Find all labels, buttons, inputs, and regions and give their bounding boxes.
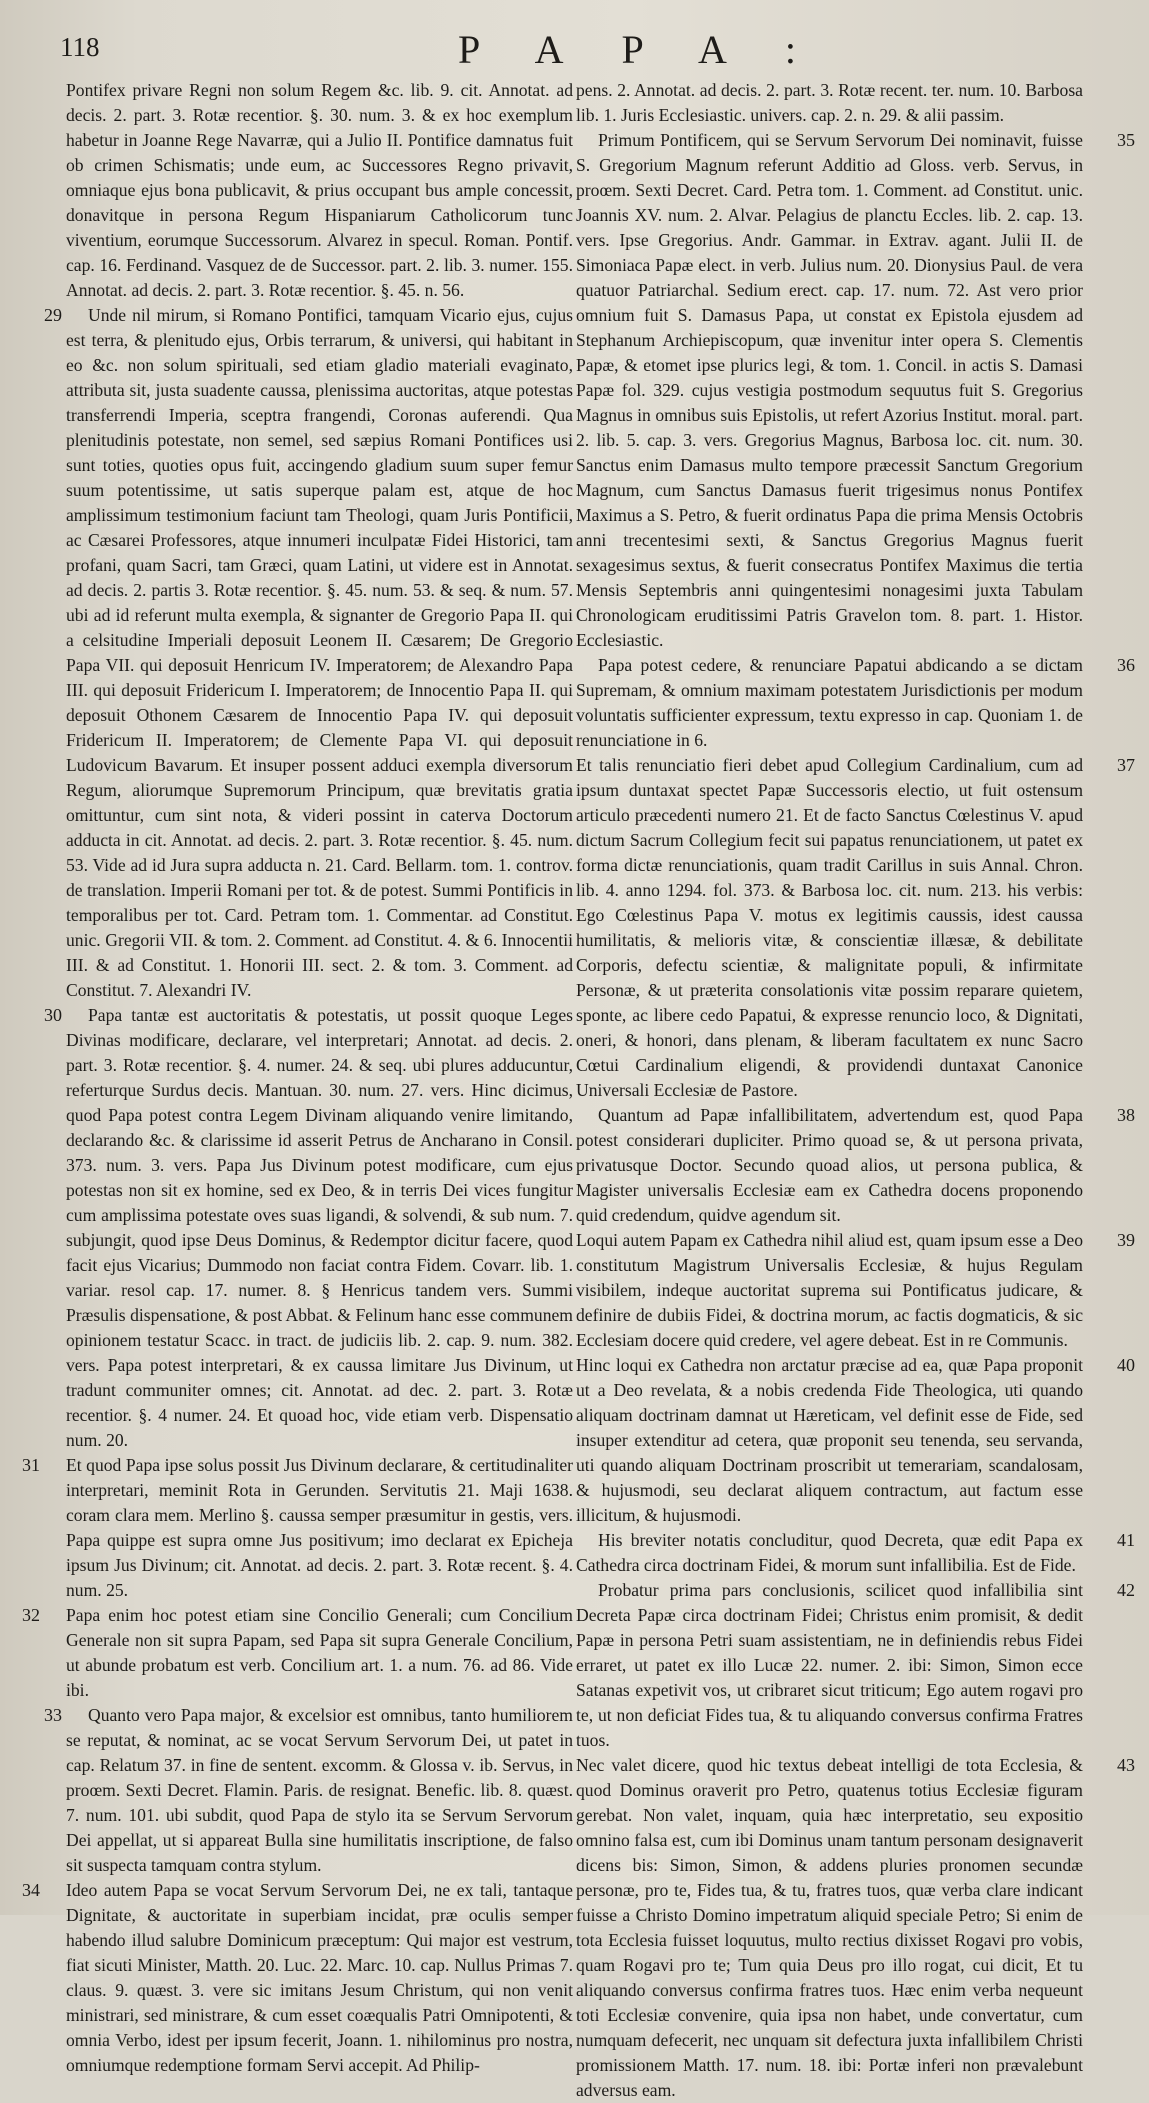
paragraph [576, 1103, 1135, 1228]
marginal-number: 36 [1117, 655, 1135, 675]
paragraph-text: Quanto vero Papa major, & excelsior est omnibus, tanto humiliorem se reputat, & nominat, ac se vocat Servum Servorum Dei, ut patet in cap. Relatum 37. in fine de sentent. excomm. & Glossa v. ib. Servus, in proœm. Sexti Decret. Flamin. Paris. de resignat. Benefic. lib. 8. quæst. 7. num. 101. ubi subdit, quod Papa de stylo ita se Servum Servorum Dei appellat, ut si appareat Bulla sine humilitatis inscriptione, de falso sit suspecta tamquam contra stylum. [66, 1705, 573, 1875]
paragraph [44, 1703, 573, 1878]
running-head [58, 22, 1101, 74]
paragraph-text: Unde nil mirum, si Romano Pontifici, tamquam Vicario ejus, cujus est terra, & plenitudo ejus, Orbis terrarum, & universi, qui habitant in eo &c. non solum spirituali, sed etiam gladio materiali evaginato, attributa sit, justa suadente caussa, plenissima auctoritas, atque potestas transferrendi Imperia, sceptra frangendi, Coronas auferendi. Qua plenitudinis potestate, non semel, sed sæpius Romani Pontifices usi sunt toties, quoties opus fuit, accingendo gladium suum super femur suum potentissime, ut satis superque palam est, atque de hoc amplissimum testimonium faciunt tam Theologi, quam Juris Pontificii, ac Cæsarei Professores, atque innumeri inculpatæ Fidei Historici, tam profani, quam Sacri, tam Græci, quam Latini, ut videre est in Annotat. ad decis. 2. partis 3. Rotæ recentior. §. 45. num. 53. & seq. & num. 57. ubi ad id referunt multa exempla, & signanter de Gregorio Papa II. qui a celsitudine Imperiali deposuit Leonem II. Cæsarem; De Gregorio Papa VII. qui deposuit Henricum IV. Imperatorem; de Alexandro Papa III. qui deposuit Fridericum I. Imperatorem; de Innocentio Papa II. qui deposuit Othonem Cæsarem de Innocentio Papa IV. qui deposuit Fridericum II. Imperatorem; de Clemente Papa VI. qui deposuit Ludovicum Bavarum. Et insuper possent adduci exempla diversorum Regum, aliorumque Supremorum Principum, quæ brevitatis gratia omittuntur, cum sint nota, & videri possint in caterva Doctorum adducta in cit. Annotat. ad decis. 2. part. 3. Rotæ recentior. §. 45. num. 53. Vide ad id Jura supra adducta n. 21. Card. Bellarm. tom. 1. controv. de translation. Imperii Romani per tot. & de potest. Summi Pontificis in temporalibus per tot. Card. Petram tom. 1. Commentar. ad Constitut. unic. Gregorii VII. & tom. 2. Comment. ad Constitut. 4. & 6. Innocentii III. & ad Constitut. 1. Honorii III. sect. 2. & tom. 3. Comment. ad Constitut. 7. Alexandri IV. [66, 305, 573, 1000]
paragraph [576, 753, 1135, 1103]
marginal-number: 41 [1117, 1530, 1135, 1550]
left-column [22, 78, 573, 2078]
paragraph-text: pens. 2. Annotat. ad decis. 2. part. 3. Rotæ recent. ter. num. 10. Barbosa lib. 1. Juris Ecclesiastic. univers. cap. 2. n. 29. & alii passim. [576, 80, 1083, 125]
paragraph [576, 1228, 1135, 1353]
paragraph-text: Et quod Papa ipse solus possit Jus Divinum declarare, & certitudinaliter interpretari, meminit Rota in Gerunden. Servitutis 21. Maji 1638. coram clara mem. Merlino §. caussa semper præsumitur in gestis, vers. Papa quippe est supra omne Jus positivum; imo declarat ex Epicheja ipsum Jus Divinum; cit. Annotat. ad decis. 2. part. 3. Rotæ recent. §. 4. num. 25. [66, 1455, 573, 1600]
paragraph [22, 1603, 573, 1703]
paragraph-text: Pontifex privare Regni non solum Regem &c. lib. 9. cit. Annotat. ad decis. 2. part. 3. Rotæ recentior. §. 30. num. 3. & ex hoc exemplum habetur in Joanne Rege Navarræ, qui a Julio II. Pontifice damnatus fuit ob crimen Schismatis; unde eum, ac Successores Regno privavit, omniaque ejus bona publicavit, & prius occupant bus ample concessit, donavitque in persona Regum Hispaniarum Catholicorum tunc viventium, eorumque Successorum. Alvarez in specul. Roman. Pontif. cap. 16. Ferdinand. Vasquez de de Successor. part. 2. lib. 3. numer. 155. Annotat. ad decis. 2. part. 3. Rotæ recentior. §. 45. n. 56. [66, 80, 573, 300]
paragraph-text: Et talis renunciatio fieri debet apud Collegium Cardinalium, cum ad ipsum duntaxat spectet Papæ Successoris electio, ut fuit ostensum articulo præcedenti numero 21. Et de facto Sanctus Cœlestinus V. apud dictum Sacrum Collegium fecit sui papatus renunciationem, ut patet ex forma dictæ renunciationis, quam tradit Carillus in suis Annal. Chron. lib. 4. anno 1294. fol. 373. & Barbosa loc. cit. num. 213. his verbis: Ego Cœlestinus Papa V. motus ex legitimis caussis, idest caussa humilitatis, & melioris vitæ, & conscientiæ illæsæ, & debilitate Corporis, defectu scientiæ, & malignitate populi, & infirmitate Personæ, & ut præterita consolationis vitæ possim reparare quietem, sponte, ac libere cedo Papatui, & expresse renuncio loco, & Dignitati, oneri, & honori, dans plenam, & liberam facultatem ex nunc Sacro Cœtui Cardinalium eligendi, & providendi duntaxat Canonice Universali Ecclesiæ de Pastore. [576, 755, 1083, 1100]
marginal-number: 40 [1117, 1355, 1135, 1375]
paragraph-text: Papa tantæ est auctoritatis & potestatis, ut possit quoque Leges Divinas modificare, declarare, vel interpretari; Annotat. ad decis. 2. part. 3. Rotæ recentior. §. 4. numer. 24. & seq. ubi plures adducuntur, referturque Surdus decis. Mantuan. 30. num. 27. vers. Hinc dicimus, quod Papa potest contra Legem Divinam aliquando venire limitando, declarando &c. & clarissime id asserit Petrus de Ancharano in Consil. 373. num. 3. vers. Papa Jus Divinum potest modificare, cum ejus potestas non sit ex homine, sed ex Deo, & in terris Dei vices fungitur cum amplissima potestate oves suas ligandi, & solvendi, & sub num. 7. subjungit, quod ipse Deus Dominus, & Redemptor dicitur facere, quod facit ejus Vicarius; Dummodo non faciat contra Fidem. Covarr. lib. 1. variar. resol cap. 17. numer. 8. § Henricus tandem vers. Summi Præsulis dispensatione, & post Abbat. & Felinum hanc esse communem opinionem testatur Scacc. in tract. de judiciis lib. 2. cap. 9. num. 382. vers. Papa potest interpretari, & ex caussa limitare Jus Divinum, ut tradunt communiter omnes; cit. Annotat. ad dec. 2. part. 3. Rotæ recentior. §. 4 numer. 24. Et quoad hoc, vide etiam verb. Dispensatio num. 20. [66, 1005, 573, 1450]
paragraph-text: His breviter notatis concluditur, quod Decreta, quæ edit Papa ex Cathedra circa doctrinam Fidei, & morum sunt infallibilia. Est de Fide. [576, 1530, 1083, 1575]
paragraph-text: Probatur prima pars conclusionis, scilicet quod infallibilia sint Decreta Papæ circa doctrinam Fidei; Christus enim promisit, & dedit Papæ in persona Petri suam assistentiam, ne in definiendis rebus Fidei erraret, ut patet ex illo Lucæ 22. numer. 2. ibi: Simon, Simon ecce Satanas expetivit vos, ut cribraret sicut triticum; Ego autem rogavi pro te, ut non deficiat Fides tua, & tu aliquando conversus confirma Fratres tuos. [576, 1580, 1083, 1750]
paragraph-text: Ideo autem Papa se vocat Servum Servorum Dei, ne ex tali, tantaque Dignitate, & auctoritate in superbiam incidat, præ oculis semper habendo illud salubre Dominicum præceptum: Qui major est vestrum, fiat sicuti Minister, Matth. 20. Luc. 22. Marc. 10. cap. Nullus Primas 7. claus. 9. quæst. 3. vere sic imitans Jesum Christum, qui non venit ministrari, sed ministrare, & cum esset coæqualis Patri Omnipotenti, & omnia Verbo, idest per ipsum fecerit, Joann. 1. nihilominus pro nostra, omniumque redemptione formam Servi accepit. Ad Philip- [66, 1880, 573, 2075]
paragraph [576, 1578, 1135, 1753]
paragraph-text: Loqui autem Papam ex Cathedra nihil aliud est, quam ipsum esse a Deo constitutum Magistrum Universalis Ecclesiæ, & hujus Regulam visibilem, indeque auctoritat suprema sui Pontificatus judicare, & definire de dubiis Fidei, & doctrina morum, ac factis dogmaticis, & sic Ecclesiam docere quid credere, vel agere debeat. Est in re Communis. [576, 1230, 1083, 1350]
marginal-number: 32 [22, 1605, 40, 1625]
paragraph [66, 78, 573, 303]
paragraph-text: Hinc loqui ex Cathedra non arctatur præcise ad ea, quæ Papa proponit ut a Deo revelata, & a nobis credenda Fide Theologica, uti quando aliquam doctrinam damnat ut Hæreticam, vel definit esse de Fide, sed insuper extenditur ad cetera, quæ proponit seu tenenda, seu servanda, uti quando aliquam Doctrinam proscribit ut temerariam, scandalosam, & hujusmodi, seu declarat aliquem contractum, aut factum esse illicitum, & hujusmodi. [576, 1355, 1083, 1525]
paragraph [576, 1528, 1135, 1578]
paragraph [44, 303, 573, 1003]
paragraph [576, 653, 1135, 753]
paragraph [576, 128, 1135, 653]
paragraph [576, 1353, 1135, 1528]
marginal-number: 43 [1117, 1755, 1135, 1775]
paragraph [576, 78, 1083, 128]
paragraph [22, 1878, 573, 2078]
marginal-number: 31 [22, 1455, 40, 1475]
paragraph-text: Papa potest cedere, & renunciare Papatui abdicando a se dictam Supremam, & omnium maximam potestatem Jurisdictionis per modum voluntatis sufficienter expressum, textu expresso in cap. Quoniam 1. de renunciatione in 6. [576, 655, 1083, 750]
page-number: 118 [60, 32, 100, 62]
right-column [576, 78, 1135, 2103]
marginal-number: 33 [44, 1705, 62, 1725]
marginal-number: 29 [44, 305, 62, 325]
paragraph-text: Papa enim hoc potest etiam sine Concilio Generali; cum Concilium Generale non sit supra Papam, sed Papa sit supra Generale Concilium, ut abunde probatum est verb. Concilium art. 1. a num. 76. ad 86. Vide ibi. [66, 1605, 573, 1700]
marginal-number: 37 [1117, 755, 1135, 775]
marginal-number: 35 [1117, 130, 1135, 150]
paragraph [22, 1453, 573, 1603]
marginal-number: 34 [22, 1880, 40, 1900]
text-columns [22, 78, 1135, 2103]
marginal-number: 30 [44, 1005, 62, 1025]
paragraph [576, 1753, 1135, 2103]
running-headword: PAPA: [458, 27, 855, 72]
paragraph-text: Nec valet dicere, quod hic textus debeat intelligi de tota Ecclesia, & quod Dominus oraverit pro Petro, quatenus totius Ecclesiæ figuram gerebat. Non valet, inquam, quia hæc interpretatio, seu expositio omnino falsa est, cum ibi Dominus unam tantum personam designaverit dicens bis: Simon, Simon, & addens pluries pronomen secundæ personæ, pro te, Fides tua, & tu, fratres tuos, quæ verba clare indicant fuisse a Christo Domino impetratum aliquid speciale Petro; Si enim de tota Ecclesia fuisset loquutus, multo rectius dixisset Rogavi pro vobis, quam Rogavi pro te; Tum quia Deus pro illo rogat, cui dicit, Et tu aliquando conversus confirma fratres tuos. Hæc enim verba nequeunt toti Ecclesiæ convenire, quia ipsa non habet, unde convertatur, cum numquam defecerit, nec unquam sit defectura juxta infallibilem Christi promissionem Matth. 17. num. 18. ibi: Portæ inferi non prævalebunt adversus eam. [576, 1755, 1083, 2100]
paragraph-text: Quantum ad Papæ infallibilitatem, advertendum est, quod Papa potest considerari dupliciter. Primo quoad se, & ut persona privata, privatusque Doctor. Secundo quoad alios, ut persona publica, & Magister universalis Ecclesiæ eam ex Cathedra docens proponendo quid credendum, quidve agendum sit. [576, 1105, 1083, 1225]
marginal-number: 39 [1117, 1230, 1135, 1250]
paragraph-text: Primum Pontificem, qui se Servum Servorum Dei nominavit, fuisse S. Gregorium Magnum referunt Additio ad Gloss. verb. Servus, in proœm. Sexti Decret. Card. Petra tom. 1. Comment. ad Constitut. unic. Joannis XV. num. 2. Alvar. Pelagius de planctu Eccles. lib. 2. cap. 13. vers. Ipse Gregorius. Andr. Gammar. in Extrav. agant. Julii II. de Simoniaca Papæ elect. in verb. Julius num. 20. Dionysius Paul. de vera quatuor Patriarchal. Sedium erect. cap. 17. num. 72. Ast vero prior omnium fuit S. Damasus Papa, ut constat ex Epistola ejusdem ad Stephanum Archiepiscopum, quæ invenitur inter opera S. Clementis Papæ, & etomet ipse plurics legi, & tom. 1. Concil. in actis S. Damasi Papæ fol. 329. cujus vestigia postmodum sequutus fuit S. Gregorius Magnus in omnibus suis Epistolis, ut refert Azorius Institut. moral. part. 2. lib. 5. cap. 3. vers. Gregorius Magnus, Barbosa loc. cit. num. 30. Sanctus enim Damasus multo tempore præcessit Sanctum Gregorium Magnum, cum Sanctus Damasus fuerit trigesimus nonus Pontifex Maximus a S. Petro, & fuerit ordinatus Papa die prima Mensis Octobris anni trecentesimi sexti, & Sanctus Gregorius Magnus fuerit sexagesimus sextus, & fuerit consecratus Pontifex Maximus die tertia Mensis Septembris anni quingentesimi nonagesimi juxta Tabulam Chronologicam eruditissimi Patris Gravelon tom. 8. part. 1. Histor. Ecclesiastic. [576, 130, 1083, 650]
paragraph [44, 1003, 573, 1453]
marginal-number: 42 [1117, 1580, 1135, 1600]
marginal-number: 38 [1117, 1105, 1135, 1125]
